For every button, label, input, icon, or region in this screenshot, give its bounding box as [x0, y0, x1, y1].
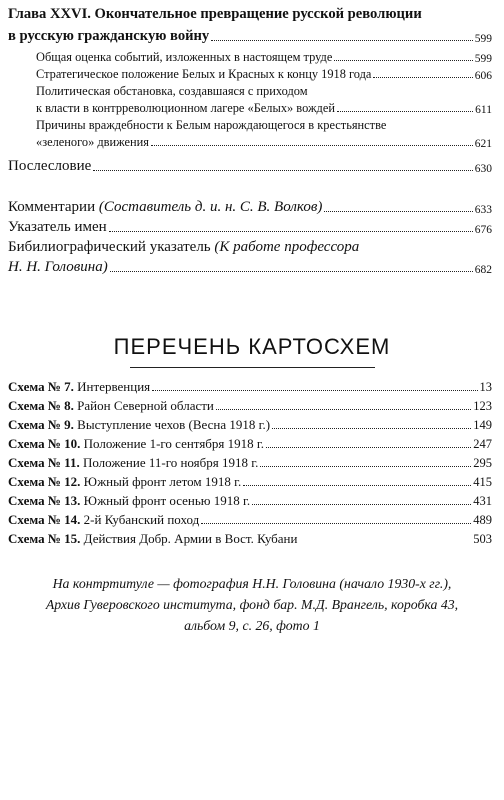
- section-entry[interactable]: [36, 67, 492, 82]
- map-title: Интервенция: [73, 379, 151, 394]
- section-title: Стратегическое положение Белых и Красных к концу 1918 года: [36, 67, 372, 81]
- map-entry[interactable]: [8, 455, 492, 471]
- afterword-page: 630: [474, 163, 492, 175]
- map-entry[interactable]: [8, 417, 492, 433]
- afterword-entry[interactable]: [8, 158, 492, 175]
- map-title: Район Северной области: [73, 398, 214, 413]
- section-page: 606: [474, 70, 492, 82]
- section-title-line: Политическая обстановка, создавшаяся с приходом: [36, 84, 308, 98]
- leader-dots: [252, 504, 471, 505]
- bibliography-line-1: [8, 239, 359, 256]
- bibliography-note-1: (К работе профессора: [214, 239, 360, 255]
- chapter-title-part1: . Окончательное превращение русской революции: [87, 6, 422, 22]
- leader-dots: [216, 409, 471, 410]
- section-entry[interactable]: [36, 135, 492, 150]
- map-title: Положение 1-го сентября 1918 г.: [80, 436, 265, 451]
- map-page: 295: [473, 456, 492, 470]
- map-page: 503: [473, 532, 492, 546]
- map-title: Положение 11-го ноября 1918 г.: [79, 455, 259, 470]
- map-number: Схема № 13.: [8, 493, 81, 508]
- map-page: 489: [473, 513, 492, 527]
- name-index-entry[interactable]: [8, 219, 492, 236]
- chapter-page: 599: [474, 33, 492, 45]
- frontispiece-note-line-1: На контртитуле — фотография Н.Н. Головина (начало 1930-х гг.),: [52, 576, 452, 591]
- comments-note: (Составитель д. и. н. С. В. Волков): [98, 199, 323, 215]
- map-entry[interactable]: [8, 512, 492, 528]
- leader-dots: [334, 60, 472, 61]
- name-index-label: Указатель имен: [8, 219, 107, 235]
- section-entry[interactable]: [36, 101, 492, 116]
- bibliography-label: Бибилиографический указатель: [8, 239, 215, 255]
- comments-entry[interactable]: [8, 199, 492, 216]
- map-number: Схема № 9.: [8, 417, 74, 432]
- section-title: Общая оценка событий, изложенных в настоящем труде: [36, 50, 333, 64]
- map-entry[interactable]: [8, 379, 492, 395]
- chapter-heading-line-1: [8, 6, 422, 23]
- map-entry[interactable]: [8, 474, 492, 490]
- section-title-line: Причины враждебности к Белым нарождающегося в крестьянстве: [36, 118, 387, 132]
- name-index-page: 676: [474, 224, 492, 236]
- map-page: 415: [473, 475, 492, 489]
- leader-dots: [324, 211, 472, 212]
- map-title: Южный фронт осенью 1918 г.: [80, 493, 251, 508]
- leader-dots: [152, 390, 477, 391]
- map-number: Схема № 12.: [8, 474, 81, 489]
- map-number: Схема № 15.: [8, 531, 81, 546]
- comments-page: 633: [474, 204, 492, 216]
- frontispiece-note-line-2: Архив Гуверовского института, фонд бар. М.Д. Врангель, коробка 43,: [45, 597, 459, 612]
- section-page: 611: [475, 104, 492, 116]
- bibliography-entry[interactable]: [8, 259, 492, 276]
- chapter-label: Глава XXVI: [8, 6, 88, 22]
- map-entry[interactable]: [8, 531, 492, 547]
- map-page: 123: [473, 399, 492, 413]
- leader-dots: [272, 428, 471, 429]
- maps-list-title: ПЕРЕЧЕНЬ КАРТОСХЕМ: [113, 334, 391, 359]
- leader-dots: [93, 170, 472, 171]
- map-title: Выступление чехов (Весна 1918 г.): [73, 417, 271, 432]
- bibliography-note-2: Н. Н. Головина): [8, 259, 108, 275]
- map-page: 149: [473, 418, 492, 432]
- leader-dots: [373, 77, 472, 78]
- map-number: Схема № 11.: [8, 455, 80, 470]
- chapter-title-part2: в русскую гражданскую войну: [8, 28, 210, 44]
- frontispiece-note-line-3: альбом 9, с. 26, фото 1: [184, 618, 320, 633]
- map-number: Схема № 10.: [8, 436, 81, 451]
- leader-dots: [337, 111, 473, 112]
- map-number: Схема № 8.: [8, 398, 74, 413]
- map-title: Южный фронт летом 1918 г.: [80, 474, 242, 489]
- leader-dots: [266, 447, 471, 448]
- map-entry[interactable]: [8, 398, 492, 414]
- afterword-label: Послесловие: [8, 158, 92, 174]
- bibliography-page: 682: [474, 264, 492, 276]
- map-number: Схема № 14.: [8, 512, 81, 527]
- section-page: 599: [474, 53, 492, 65]
- section-page: 621: [474, 138, 492, 150]
- leader-dots: [243, 485, 471, 486]
- map-page: 431: [473, 494, 492, 508]
- leader-dots: [260, 466, 471, 467]
- section-entry[interactable]: [36, 50, 492, 65]
- leader-dots: [109, 231, 473, 232]
- section-title: к власти в контрреволюционном лагере «Белых» вождей: [36, 101, 335, 115]
- chapter-heading-line-2[interactable]: [8, 28, 492, 45]
- section-title: «зеленого» движения: [36, 135, 150, 149]
- title-divider: [130, 367, 375, 368]
- comments-title: Комментарии (Составитель д. и. н. С. В. Волков): [8, 199, 323, 215]
- map-page: 247: [473, 437, 492, 451]
- map-entry[interactable]: [8, 436, 492, 452]
- map-title: Действия Добр. Армии в Вост. Кубани: [80, 531, 298, 546]
- map-entry[interactable]: [8, 493, 492, 509]
- leader-dots: [110, 271, 473, 272]
- map-title: 2-й Кубанский поход: [80, 512, 200, 527]
- leader-dots: [201, 523, 471, 524]
- leader-dots: [151, 145, 473, 146]
- map-number: Схема № 7.: [8, 379, 74, 394]
- map-page: 13: [479, 380, 492, 394]
- leader-dots: [211, 40, 473, 41]
